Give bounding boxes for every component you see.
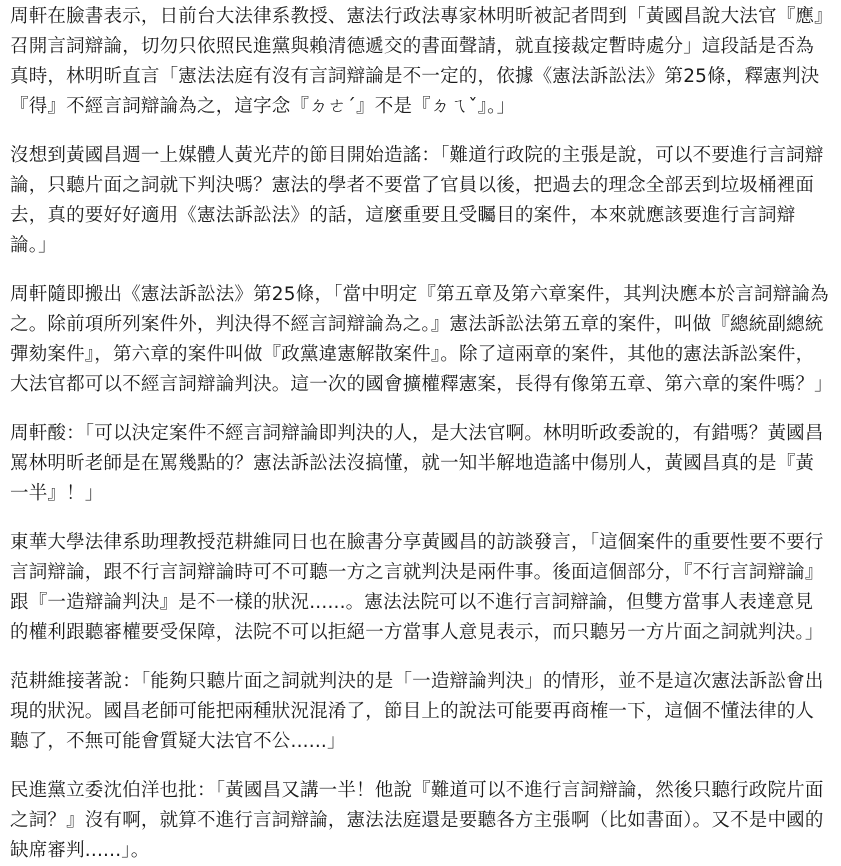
paragraph-1: 周軒在臉書表示，日前台大法律系教授、憲法行政法專家林明昕被記者問到「黃國昌說大法官『應』召開言詞辯論，切勿只依照民進黨與賴清德遞交的書面聲請，就直接裁定暫時處分」這段話是否為真時，林明昕直言「憲法法庭有沒有言詞辯論是不一定的，依據《憲法訴訟法》第25條，釋憲判決『得』不經言詞辯論為之，這字念『ㄉㄜˊ』不是『ㄉㄟˇ』。」 [10,6,824,117]
paragraph-7: 民進黨立委沈伯洋也批：「黃國昌又講一半！他說『難道可以不進行言詞辯論，然後只聽行政院片面之詞？』沒有啊，就算不進行言詞辯論，憲法法庭還是要聽各方主張啊（比如書面）。又不是中國的缺席審判......」。 [10,780,824,861]
paragraph-2: 沒想到黃國昌週一上媒體人黃光芹的節目開始造謠：「難道行政院的主張是說，可以不要進行言詞辯論，只聽片面之詞就下判決嗎？憲法的學者不要當了官員以後，把過去的理念全部丟到垃圾桶裡面去，真的要好好適用《憲法訴訟法》的話，這麼重要且受矚目的案件，本來就應該要進行言詞辯論。」 [10,145,824,256]
paragraph-3: 周軒隨即搬出《憲法訴訟法》第25條，「當中明定『第五章及第六章案件，其判決應本於言詞辯論為之。除前項所列案件外，判決得不經言詞辯論為之。』憲法訴訟法第五章的案件，叫做『總統副總統彈劾案件』，第六章的案件叫做『政黨違憲解散案件』。除了這兩章的案件，其他的憲法訴訟案件，大法官都可以不經言詞辯論判決。這一次的國會擴權釋憲案，長得有像第五章、第六章的案件嗎？」 [10,284,833,395]
paragraph-5: 東華大學法律系助理教授范耕維同日也在臉書分享黃國昌的訪談發言，「這個案件的重要性要不要行言詞辯論，跟不行言詞辯論時可不可聽一方之言就判決是兩件事。後面這個部分，『不行言詞辯論』跟『一造辯論判決』是不一樣的狀況......。憲法法院可以不進行言詞辯論，但雙方當事人表達意見的權利跟聽審權要受保障，法院不可以拒絕一方當事人意見表示，而只聽另一方片面之詞就判決。」 [10,532,824,643]
paragraph-4: 周軒酸：「可以決定案件不經言詞辯論即判決的人，是大法官啊。林明昕政委說的，有錯嗎？黃國昌罵林明昕老師是在罵幾點的？憲法訴訟法沒搞懂，就一知半解地造謠中傷別人，黃國昌真的是『黃一半』！」 [10,423,824,504]
paragraph-6: 范耕維接著說：「能夠只聽片面之詞就判決的是「一造辯論判決」的情形，並不是這次憲法訴訟會出現的狀況。國昌老師可能把兩種狀況混淆了，節目上的說法可能要再商榷一下，這個不懂法律的人聽了，不無可能會質疑大法官不公......」 [10,671,824,752]
